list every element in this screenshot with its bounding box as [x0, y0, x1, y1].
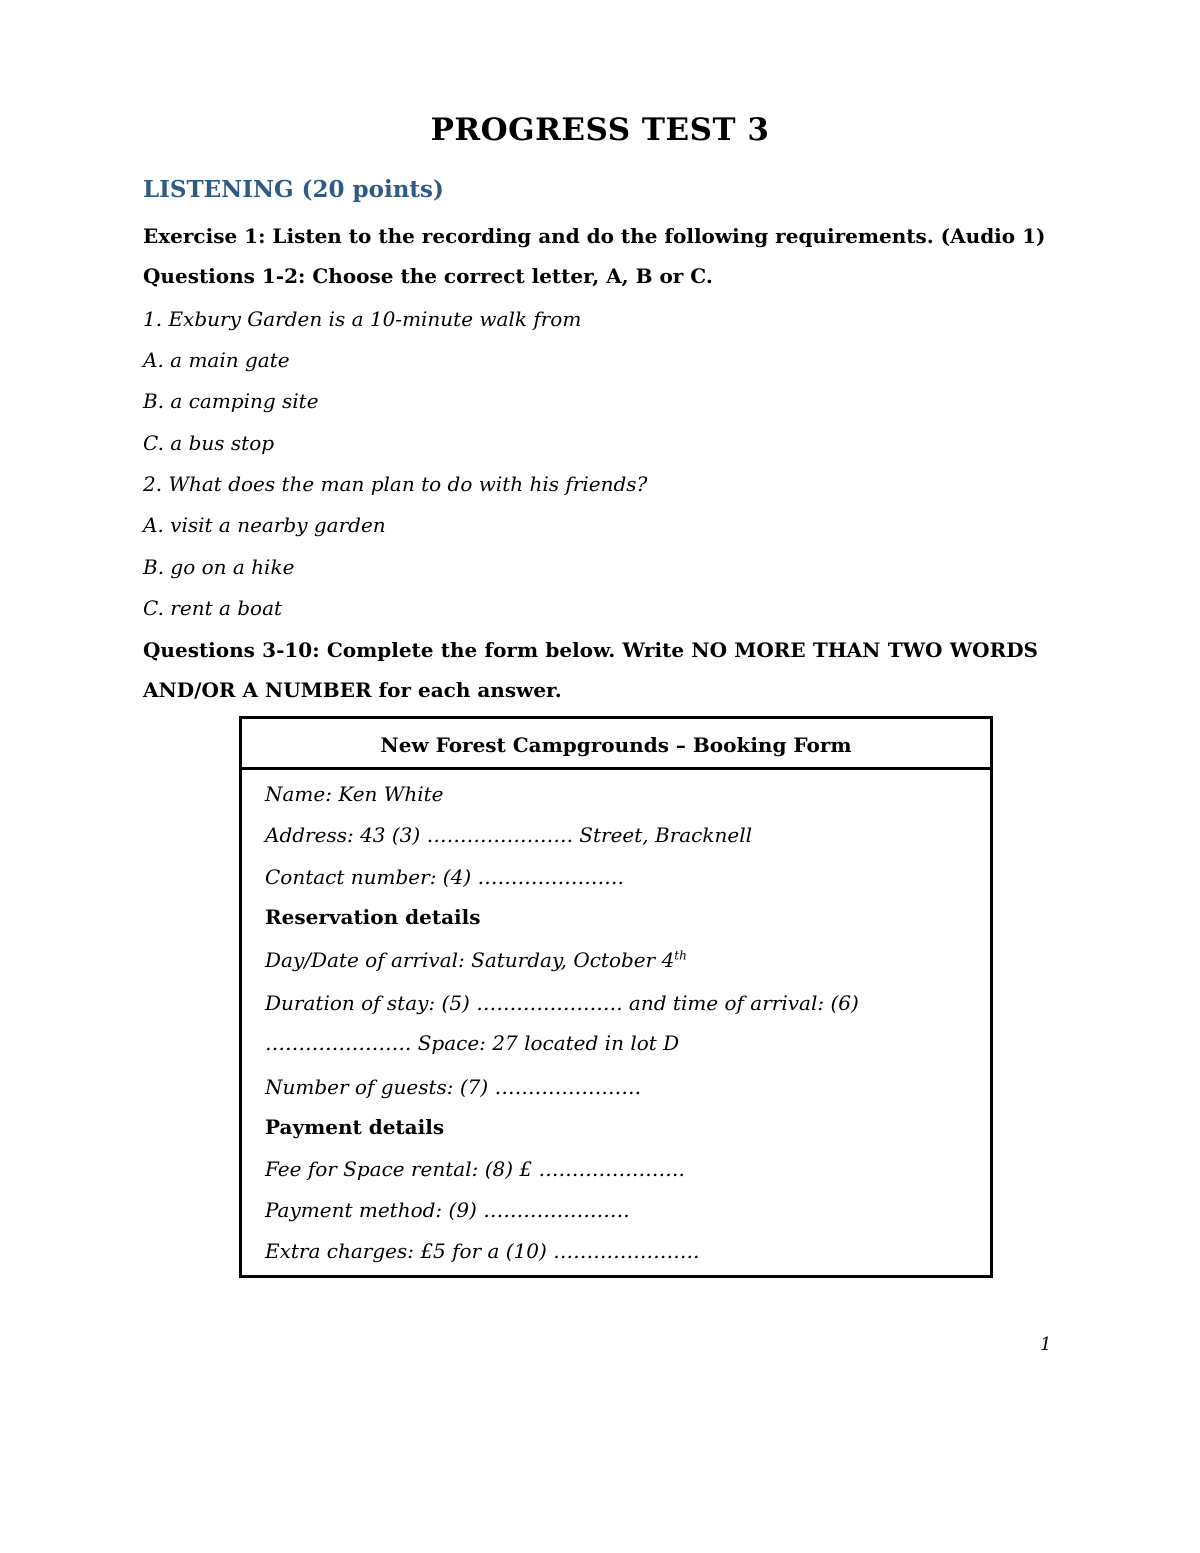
form-arrival-date	[265, 948, 687, 972]
form-arrival-date-text: Day/Date of arrival: Saturday, October 4	[265, 948, 675, 972]
questions-1-2-instruction: Questions 1-2: Choose the correct letter, A, B or C.	[143, 264, 713, 288]
question-2-option-c: C. rent a boat	[143, 596, 283, 620]
form-extra-charges: Extra charges: £5 for a (10) ………………….	[265, 1239, 700, 1263]
form-guests: Number of guests: (7) ………………….	[265, 1075, 641, 1099]
question-2-option-a: A. visit a nearby garden	[143, 513, 386, 537]
payment-details-heading: Payment details	[265, 1115, 445, 1139]
exercise-instruction: Exercise 1: Listen to the recording and do the following requirements. (Audio 1)	[143, 224, 1046, 248]
question-1-prompt: 1. Exbury Garden is a 10-minute walk from	[143, 307, 582, 331]
form-name: Name: Ken White	[265, 782, 444, 806]
form-contact-number: Contact number: (4) ………………….	[265, 865, 624, 889]
form-payment-method: Payment method: (9) ………………….	[265, 1198, 630, 1222]
booking-form-title: New Forest Campgrounds – Booking Form	[242, 719, 990, 770]
form-fee: Fee for Space rental: (8) £ ………………….	[265, 1157, 685, 1181]
form-address: Address: 43 (3) …………………. Street, Bracknell	[265, 823, 753, 847]
reservation-details-heading: Reservation details	[265, 905, 481, 929]
page-number: 1	[1040, 1334, 1052, 1355]
form-arrival-date-suffix: th	[674, 948, 687, 963]
form-space: …………………. Space: 27 located in lot D	[265, 1031, 680, 1055]
question-2-prompt: 2. What does the man plan to do with his friends?	[143, 472, 648, 496]
section-heading: LISTENING (20 points)	[143, 176, 444, 203]
page-title: PROGRESS TEST 3	[430, 112, 770, 148]
question-1-option-b: B. a camping site	[143, 389, 319, 413]
question-1-option-a: A. a main gate	[143, 348, 290, 372]
question-2-option-b: B. go on a hike	[143, 555, 295, 579]
form-duration: Duration of stay: (5) …………………. and time of arrival: (6)	[265, 991, 859, 1015]
questions-3-10-instruction-line2: AND/OR A NUMBER for each answer.	[143, 678, 562, 702]
question-1-option-c: C. a bus stop	[143, 431, 275, 455]
questions-3-10-instruction-line1: Questions 3-10: Complete the form below. Write NO MORE THAN TWO WORDS	[143, 638, 1038, 662]
booking-form	[239, 716, 993, 1278]
